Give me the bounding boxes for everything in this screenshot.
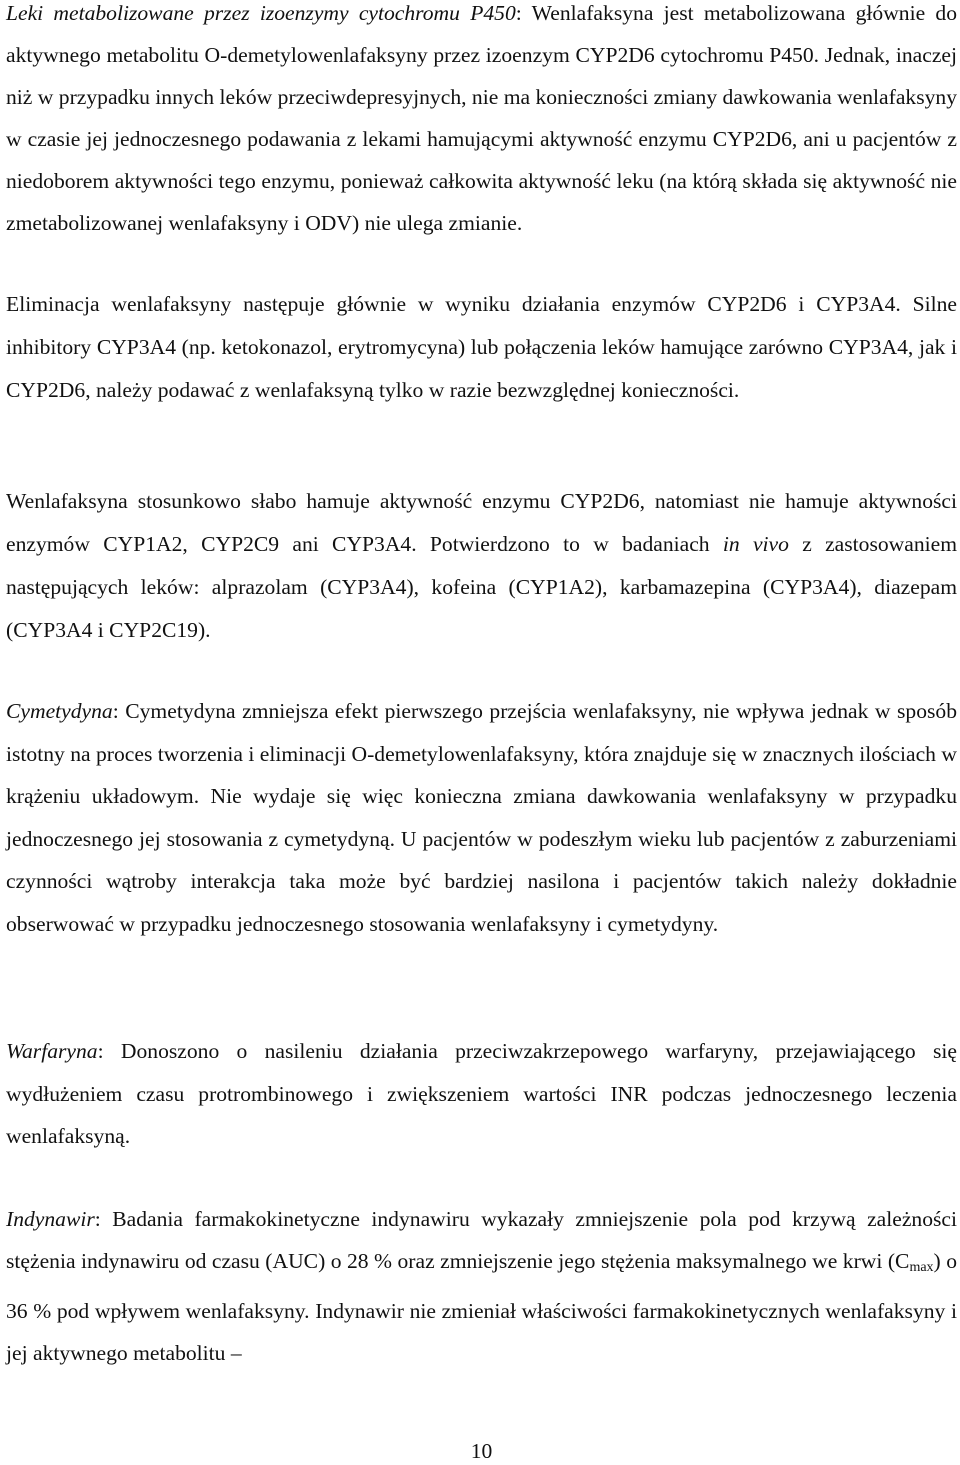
paragraph-text: : Donoszono o nasileniu działania przeciwzakrzepowego warfaryny, przejawiającego się wydłużeniem czasu protrombinowego i zwiększeniem wartości INR podczas jednoczesnego leczenia wenlafaksyną. [6, 1039, 957, 1148]
paragraph-text: : Cymetydyna zmniejsza efekt pierwszego przejścia wenlafaksyny, nie wpływa jednak w sposób istotny na proces tworzenia i eliminacji O-demetylowenlafaksyny, która znajduje się w znacznych ilościach w krążeniu układowym. Nie wydaje się więc konieczna zmiana dawkowania wenlafaksyny w przypadku jednoczesnego jej stosowania z cymetydyną. U pacjentów w podeszłym wieku lub pacjentów z zaburzeniami czynności wątroby interakcja taka może być bardziej nasilona i pacjentów takich należy dokładnie obserwować w przypadku jednoczesnego stosowania wenlafaksyny i cymetydyny. [6, 699, 957, 936]
term-cymetydyna: Cymetydyna [6, 699, 113, 723]
document-page [6, 0, 957, 1465]
paragraph-cymetydyna [6, 690, 957, 945]
term-warfaryna: Warfaryna [6, 1039, 98, 1063]
term-cyp450: Leki metabolizowane przez izoenzymy cytochromu P450 [6, 1, 516, 25]
paragraph-text: ) o 36 % pod wpływem wenlafaksyny. Indynawir nie zmieniał właściwości farmakokinetycznych wenlafaksyny i jej aktywnego metabolitu – [6, 1249, 957, 1365]
paragraph-elimination [6, 283, 957, 412]
page-number: 10 [470, 1439, 493, 1463]
paragraph-inhibition [6, 480, 957, 652]
paragraph-warfaryna [6, 1030, 957, 1158]
term-indynawir: Indynawir [6, 1207, 95, 1231]
paragraph-cyp450-metabolism [6, 0, 957, 244]
paragraph-text: Wenlafaksyna stosunkowo słabo hamuje aktywność enzymu CYP2D6, natomiast nie hamuje aktywności enzymów CYP1A2, CYP2C9 ani CYP3A4. Potwierdzono to w badaniach [6, 489, 957, 556]
paragraph-text: : Badania farmakokinetyczne indynawiru wykazały zmniejszenie pola pod krzywą zależności stężenia indynawiru od czasu (AUC) o 28 % oraz zmniejszenie jego stężenia maksymalnego we krwi (C [6, 1207, 957, 1274]
in-vivo-emphasis: in vivo [722, 532, 789, 556]
cmax-subscript: max [909, 1260, 934, 1276]
paragraph-text: z zastosowaniem następujących leków: alprazolam (CYP3A4), kofeina (CYP1A2), karbamazepina (CYP3A4), diazepam (CYP3A4 i CYP2C19). [6, 532, 958, 642]
paragraph-text: Eliminacja wenlafaksyny następuje głównie w wyniku działania enzymów CYP2D6 i CYP3A4. Silne inhibitory CYP3A4 (np. ketokonazol, erytromycyna) lub połączenia leków hamujące zarówno CYP3A4, jak i CYP2D6, należy podawać z wenlafaksyną tylko w razie bezwzględnej konieczności. [6, 292, 957, 402]
paragraph-indynawir [6, 1198, 957, 1374]
paragraph-text: : Wenlafaksyna jest metabolizowana głównie do aktywnego metabolitu O-demetylowenlafaksyny przez izoenzym CYP2D6 cytochromu P450. Jednak, inaczej niż w przypadku innych leków przeciwdepresyjnych, nie ma konieczności zmiany dawkowania wenlafaksyny w czasie jej jednoczesnego podawania z lekami hamującymi aktywność enzymu CYP2D6, ani u pacjentów z niedoborem aktywności tego enzymu, ponieważ całkowita aktywność leku (na którą składa się aktywność nie zmetabolizowanej wenlafaksyny i ODV) nie ulega zmianie. [6, 1, 958, 235]
